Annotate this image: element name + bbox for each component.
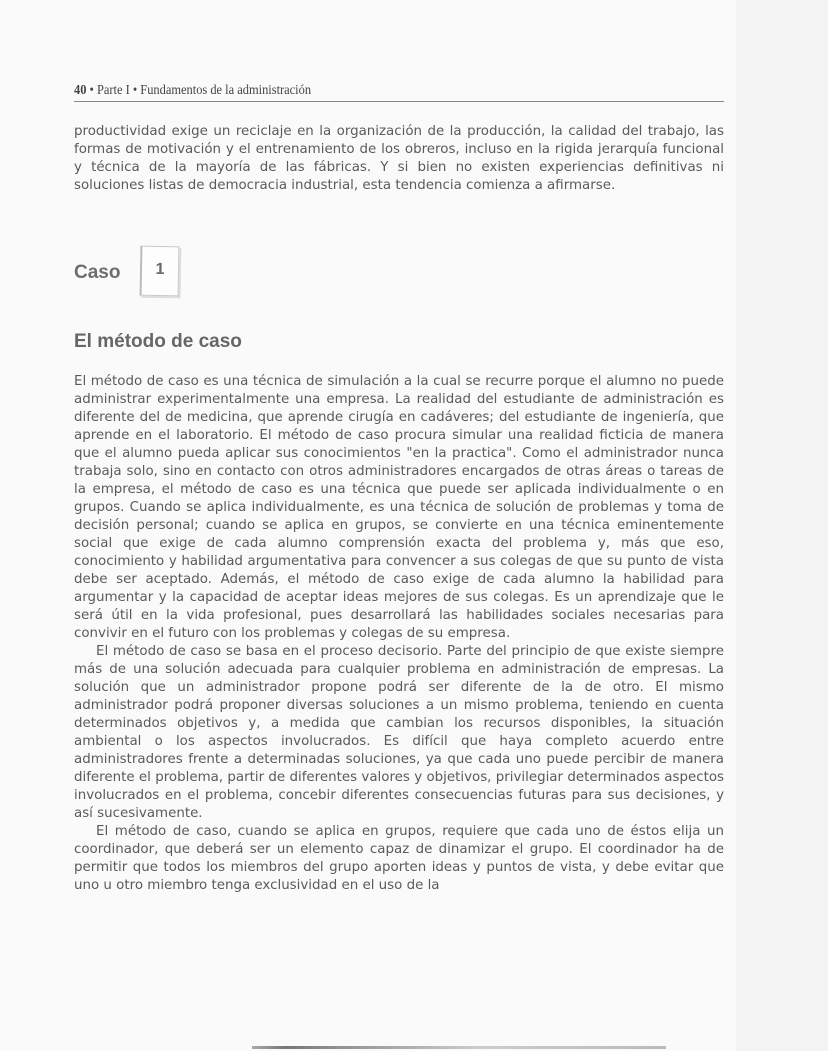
header-rule xyxy=(74,101,724,102)
part-label: Parte I xyxy=(96,82,130,97)
running-head xyxy=(74,82,672,98)
case-heading xyxy=(74,244,274,304)
page-number: 40 xyxy=(74,82,87,97)
footer-rule xyxy=(252,1046,666,1049)
chapter-title: Fundamentos de la administración xyxy=(140,82,312,97)
paragraph: El método de caso, cuando se aplica en grupos, requiere que cada uno de éstos elija un coordinador, que deberá ser un elemento capaz de dinamizar el grupo. El coordinador ha de permitir que todos los miembros del grupo aporten ideas y puntos de vista, y debe evitar que uno u otro miembro tenga exclusividad en el uso de la xyxy=(74,824,724,893)
section-title: El método de caso xyxy=(74,331,242,352)
case-number: 1 xyxy=(155,260,165,279)
intro-paragraph: productividad exige un reciclaje en la organización de la producción, la calidad del trabajo, las formas de motivación y el entrenamiento de los obreros, incluso en la rigida jerarquía funcional y técnica de la mayoría de las fábricas. Y si bien no existen experiencias definitivas ni soluciones listas de democracia industrial, esta tendencia comienza a afirmarse. xyxy=(74,124,724,193)
paragraph: El método de caso se basa en el proceso decisorio. Parte del principio de que existe siempre más de una solución adecuada para cualquier problema en administración de empresas. La solución que un administrador propone podrá ser diferente de la de otro. El mismo administrador podrá proponer diversas soluciones a un mismo problema, teniendo en cuenta determinados objetivos y, a medida que cambian los recursos disponibles, la situación ambiental o los aspectos involucrados. Es difícil que haya completo acuerdo entre administradores frente a determinadas soluciones, ya que cada uno puede percibir de manera diferente el problema, partir de diferentes valores y objetivos, privilegiar determinados aspectos involucrados en el problema, concebir diferentes consecuencias futuras para sus decisiones, y así sucesivamente. xyxy=(74,644,724,821)
case-label: Caso xyxy=(74,262,121,283)
separator: • xyxy=(132,82,138,97)
separator: • xyxy=(89,82,94,97)
paragraph: El método de caso es una técnica de simulación a la cual se recurre porque el alumno no puede administrar experimentalmente una empresa. La realidad del estudiante de administración es diferente del de medicina, que aprende cirugía en cadáveres; del estudiante de ingeniería, que aprende en el laboratorio. El método de caso procura simular una realidad ficticia de manera que el alumno pueda aplicar sus conocimientos "en la practica". Como el administrador nunca trabaja solo, sino en contacto con otros administradores encargados de otras áreas o tareas de la empresa, el método de caso es una técnica que puede ser aplicada individualmente o en grupos. Cuando se aplica individualmente, es una técnica de solución de problemas y toma de decisión personal; cuando se aplica en grupos, se convierte en una técnica eminentemente social que exige de cada alumno comprensión exacta del problema y, más que eso, conocimiento y habilidad argumentativa para convencer a sus colegas de que su punto de vista debe ser aceptado. Además, el método de caso exige de cada alumno la habilidad para argumentar y la capacidad de aceptar ideas mejores de sus colegas. Es un aprendizaje que le será útil en la vida profesional, pues desarrollará las habilidades sociales necesarias para convivir en el futuro con los problemas y colegas de su empresa. xyxy=(74,374,724,641)
section-body xyxy=(74,373,724,895)
case-card-icon xyxy=(140,246,180,297)
page-edge-shadow xyxy=(736,0,828,1051)
